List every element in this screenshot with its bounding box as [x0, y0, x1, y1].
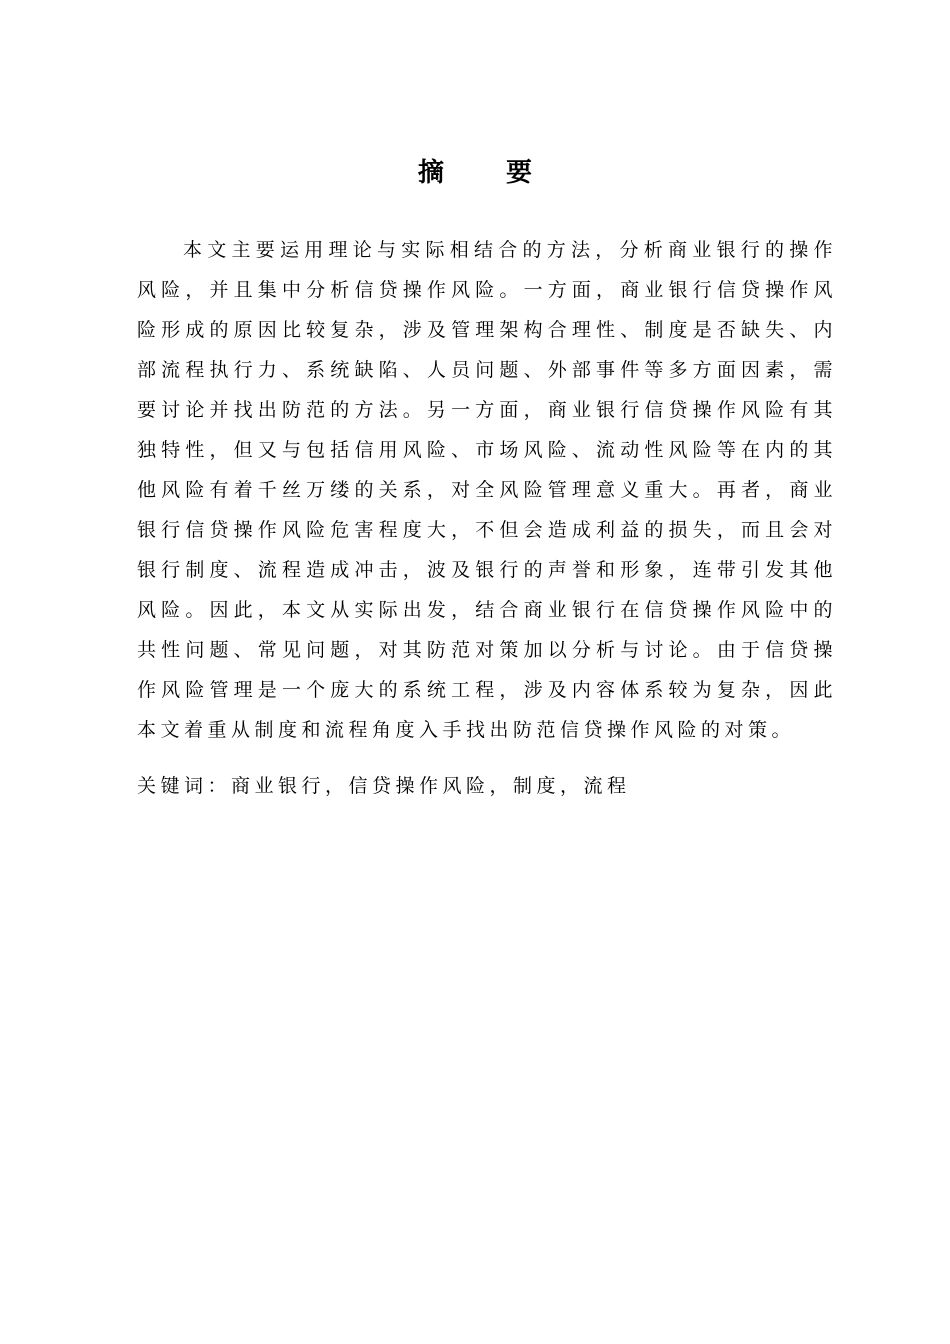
page-title: 摘要 — [417, 158, 594, 188]
keywords-line: 关键词：商业银行，信贷操作风险，制度，流程 — [137, 775, 631, 797]
abstract-paragraph: 本文主要运用理论与实际相结合的方法，分析商业银行的操作风险，并且集中分析信贷操作风险。一方面，商业银行信贷操作风险形成的原因比较复杂，涉及管理架构合理性、制度是否缺失、内部流程执行力、系统缺陷、人员问题、外部事件等多方面因素，需要讨论并找出防范的方法。另一方面，商业银行信贷操作风险有其独特性，但又与包括信用风险、市场风险、流动性风险等在内的其他风险有着千丝万缕的关系，对全风险管理意义重大。再者，商业银行信贷操作风险危害程度大，不但会造成利益的损失，而且会对银行制度、流程造成冲击，波及银行的声誉和形象，连带引发其他风险。因此，本文从实际出发，结合商业银行在信贷操作风险中的共性问题、常见问题，对其防范对策加以分析与讨论。由于信贷操作风险管理是一个庞大的系统工程，涉及内容体系较为复杂，因此本文着重从制度和流程角度入手找出防范信贷操作风险的对策。 — [137, 239, 837, 741]
